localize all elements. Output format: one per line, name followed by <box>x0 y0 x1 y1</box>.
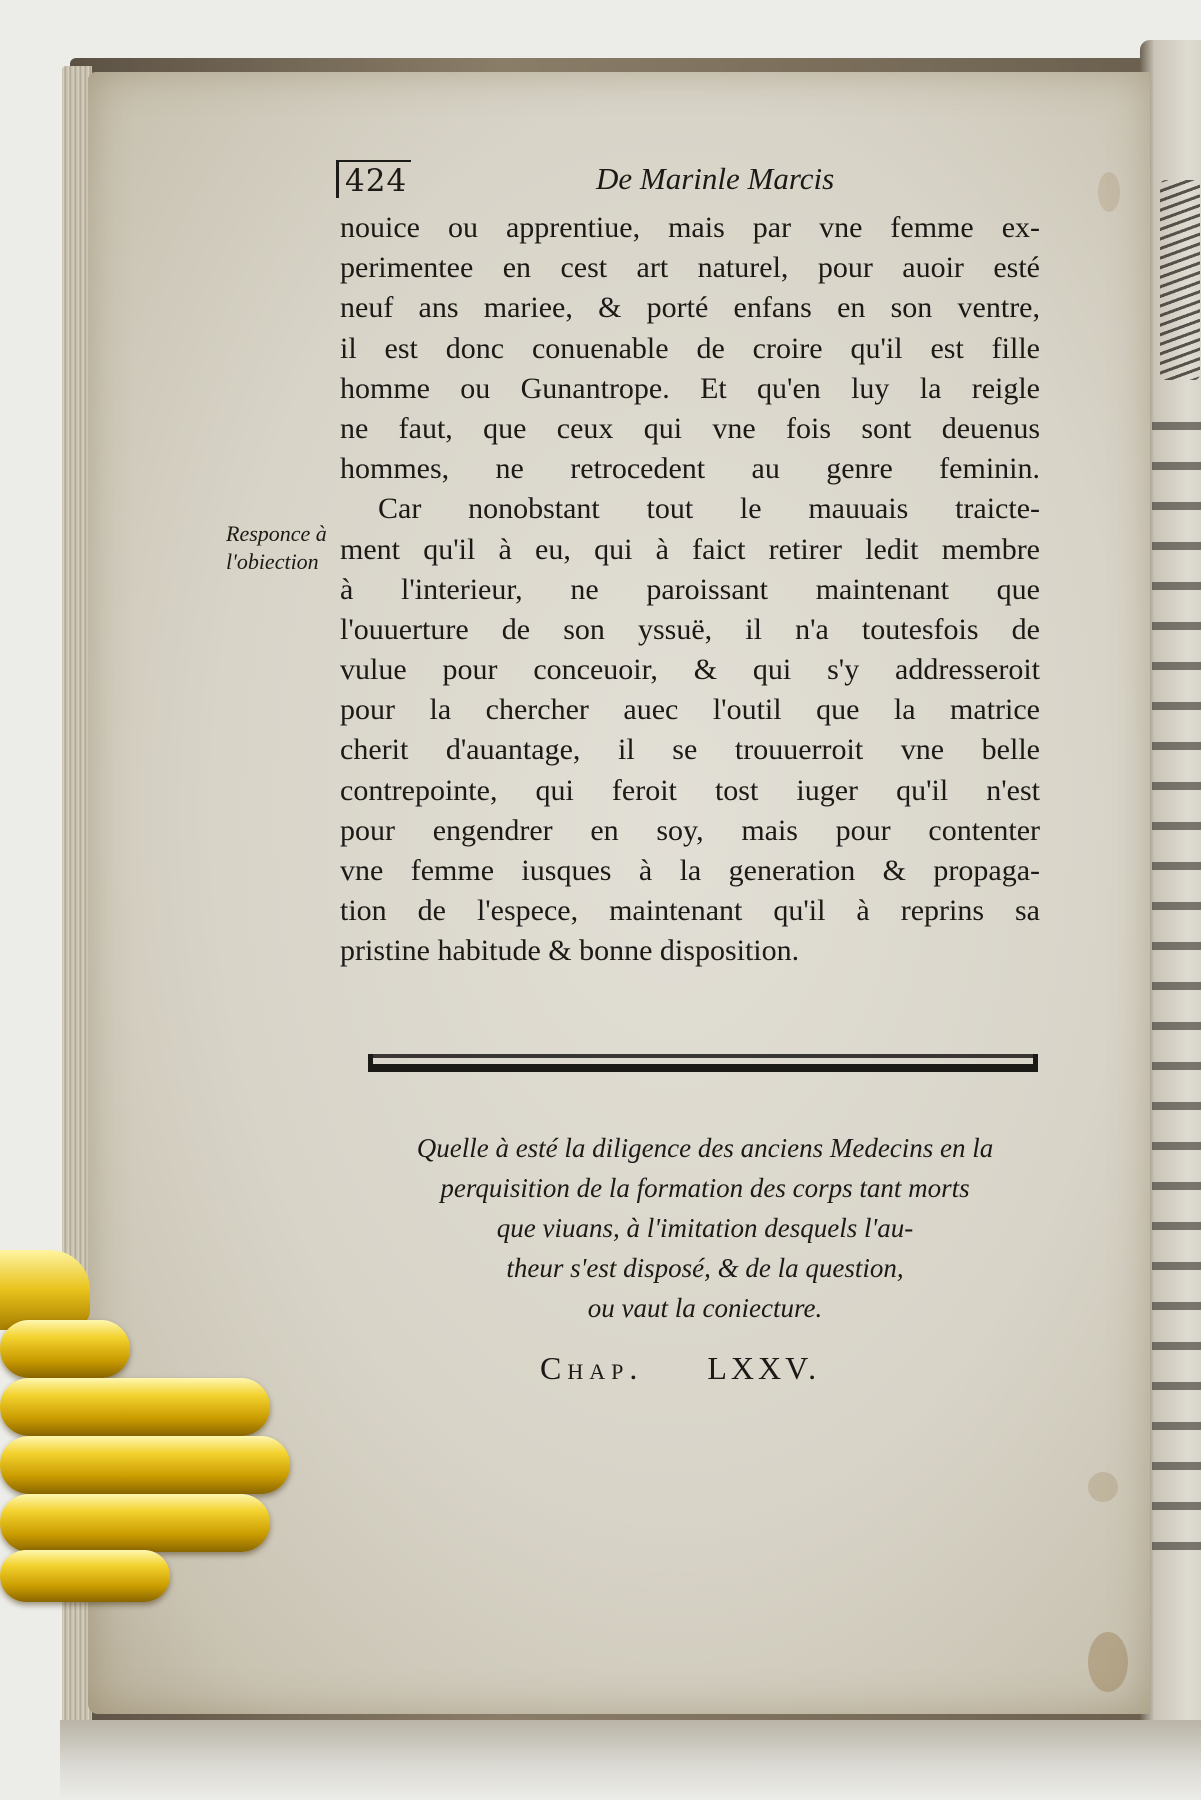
text-line: pour engendrer en soy, mais pour contenter <box>340 813 1040 847</box>
text-line: homme ou Gunantrope. Et qu'en luy la reigle <box>340 371 1040 405</box>
margin-note <box>226 520 354 576</box>
summary-line: theur s'est disposé, & de la question, <box>506 1253 904 1283</box>
text-line: ne faut, que ceux qui vne fois sont deuenus <box>340 411 1040 445</box>
chapter-numeral: LXXV. <box>707 1350 821 1386</box>
body-text <box>340 208 1040 972</box>
chapter-word: Chap. <box>540 1350 644 1386</box>
text-line: cherit d'auantage, il se trouuerroit vne belle <box>340 733 1040 767</box>
chapter-summary <box>360 1128 1050 1328</box>
summary-line: ou vaut la coniecture. <box>587 1293 823 1323</box>
text-line: vulue pour conceuoir, & qui s'y addresseroit <box>340 653 1040 687</box>
text-line: ment qu'il à eu, qui à faict retirer ledit membre <box>340 532 1040 566</box>
text-line: pristine habitude & bonne disposition. <box>340 934 800 968</box>
text-line: perimentee en cest art naturel, pour auoir esté <box>340 251 1040 285</box>
text-line: vne femme iusques à la generation & propaga- <box>340 854 1040 887</box>
summary-line: que viuans, à l'imitation desquels l'au- <box>496 1213 914 1243</box>
margin-note-line: Responce à <box>226 521 327 546</box>
chapter-heading <box>540 1350 870 1387</box>
text-line: hommes, ne retrocedent au genre feminin. <box>340 452 1040 486</box>
text-line: Car nonobstant tout le mauuais traicte- <box>378 492 1040 526</box>
facing-page-text <box>1152 400 1201 1580</box>
text-line: tion de l'espece, maintenant qu'il à reprins sa <box>340 894 1040 928</box>
section-rule <box>368 1054 1038 1078</box>
text-line: à l'interieur, ne paroissant maintenant que <box>340 572 1040 606</box>
summary-line: perquisition de la formation des corps tant morts <box>440 1173 970 1203</box>
text-line: contrepointe, qui feroit tost iuger qu'il n'est <box>340 773 1040 807</box>
text-line: il est donc conuenable de croire qu'il est fille <box>340 331 1040 365</box>
text-line: neuf ans mariee, & porté enfans en son ventre, <box>340 291 1040 325</box>
summary-line: Quelle à esté la diligence des anciens Medecins en la <box>416 1133 994 1163</box>
margin-note-line: l'obiection <box>226 549 319 574</box>
text-line: pour la chercher auec l'outil que la matrice <box>340 693 1040 727</box>
text-line: l'ouuerture de son yssuë, il n'a toutesfois de <box>340 612 1040 646</box>
gold-hand-clip <box>0 1250 300 1610</box>
running-header <box>336 160 1056 208</box>
running-title: De Marinle Marcis <box>596 161 835 196</box>
text-line: nouice ou apprentiue, mais par vne femme ex- <box>340 211 1040 244</box>
table-surface <box>60 1720 1201 1800</box>
woodcut-ornament <box>1160 180 1200 380</box>
page-number: 424 <box>336 160 411 198</box>
